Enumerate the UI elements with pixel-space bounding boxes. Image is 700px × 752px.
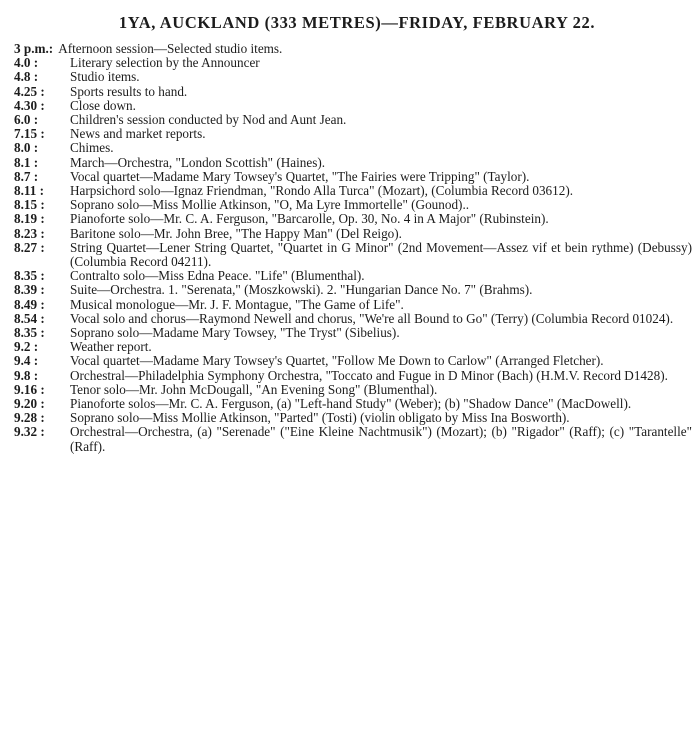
entry-description: Vocal solo and chorus—Raymond Newell and chorus, "We're all Bound to Go" (Terry) (Columbia Record 01024). [70, 310, 674, 326]
entry-description: Sports results to hand. [70, 83, 188, 99]
entry-time: 7.15 : [14, 126, 45, 142]
entry-description: Soprano solo—Madame Mary Towsey, "The Tryst" (Sibelius). [70, 325, 400, 341]
programme-entry [14, 113, 692, 127]
programme-entry [14, 354, 692, 368]
programme-entry [14, 127, 692, 141]
programme-entry [14, 312, 692, 326]
entry-description: Weather report. [70, 339, 152, 355]
entry-description: Musical monologue—Mr. J. F. Montague, "The Game of Life". [70, 296, 404, 312]
entry-time: 9.28 : [14, 410, 45, 426]
entry-time: 9.2 : [14, 339, 39, 355]
entry-description: Baritone solo—Mr. John Bree, "The Happy Man" (Del Reigo). [70, 225, 402, 241]
entry-description: March—Orchestra, "London Scottish" (Haines). [70, 154, 326, 170]
entry-time: 8.19 : [14, 211, 45, 227]
programme-entry [14, 227, 692, 241]
programme-entry [14, 184, 692, 198]
entry-time: 8.35 : [14, 268, 45, 284]
entry-description: Pianoforte solos—Mr. C. A. Ferguson, (a) "Left-hand Study" (Weber); (b) "Shadow Dance" (MacDowell). [70, 396, 632, 412]
entry-description: String Quartet—Lener String Quartet, "Quartet in G Minor" (2nd Movement—Assez vif et bein rythme) (Debussy) (Columbia Record 04211). [70, 239, 692, 270]
entry-description: Harpsichord solo—Ignaz Friendman, "Rondo Alla Turca" (Mozart), (Columbia Record 03612). [70, 183, 574, 199]
entry-description: Vocal quartet—Madame Mary Towsey's Quartet, "The Fairies were Tripping" (Taylor). [70, 168, 530, 184]
programme-entry [14, 283, 692, 297]
entry-time: 8.7 : [14, 168, 39, 184]
programme-entry [14, 85, 692, 99]
entry-time: 8.39 : [14, 282, 45, 298]
entry-description: Tenor solo—Mr. John McDougall, "An Evening Song" (Blumenthal). [70, 381, 438, 397]
entry-time: 8.1 : [14, 154, 39, 170]
entry-time: 4.30 : [14, 97, 45, 113]
programme-entry [14, 369, 692, 383]
programme-entry [14, 141, 692, 155]
entry-description: Close down. [70, 97, 136, 113]
programme-entry [14, 298, 692, 312]
programme-entry [14, 326, 692, 340]
entry-time: 9.20 : [14, 396, 45, 412]
entry-time: 6.0 : [14, 112, 39, 128]
entry-description: Orchestral—Philadelphia Symphony Orchestra, "Toccato and Fugue in D Minor (Bach) (H.M.V. Record D1428). [70, 367, 668, 383]
entry-time: 9.16 : [14, 381, 45, 397]
programme-entry [14, 241, 692, 269]
entry-time: 9.32 : [14, 424, 45, 440]
entry-time: 8.49 : [14, 296, 45, 312]
entry-description: Soprano solo—Miss Mollie Atkinson, "Parted" (Tosti) (violin obligato by Miss Ina Bosworth). [70, 410, 570, 426]
programme-entry [14, 397, 692, 411]
entry-description: Suite—Orchestra. 1. "Serenata," (Moszkowski). 2. "Hungarian Dance No. 7" (Brahms). [70, 282, 533, 298]
entry-description: Contralto solo—Miss Edna Peace. "Life" (Blumenthal). [70, 268, 365, 284]
entry-time: 4.8 : [14, 69, 39, 85]
entry-time: 8.23 : [14, 225, 45, 241]
entry-time: 8.35 : [14, 325, 45, 341]
programme-entry [14, 212, 692, 226]
programme-entry [14, 383, 692, 397]
entry-time: 3 p.m.: [14, 41, 54, 56]
entry-description: Pianoforte solo—Mr. C. A. Ferguson, "Barcarolle, Op. 30, No. 4 in A Major" (Rubinstein). [70, 211, 549, 227]
entry-time: 9.8 : [14, 367, 39, 383]
programme-entry [14, 411, 692, 425]
entry-time: 8.0 : [14, 140, 39, 156]
entry-description: Afternoon session—Selected studio items. [58, 41, 283, 56]
page-heading: 1YA, AUCKLAND (333 METRES)—FRIDAY, FEBRUARY 22. [118, 13, 596, 32]
programme-entry [14, 156, 692, 170]
programme-entry [14, 269, 692, 283]
programme-entry [14, 425, 692, 453]
programme-entry [14, 99, 692, 113]
programme-list [14, 42, 692, 454]
programme-entry [14, 42, 692, 56]
entry-time: 9.4 : [14, 353, 39, 369]
entry-description: Soprano solo—Miss Mollie Atkinson, "O, Ma Lyre Immortelle" (Gounod).. [70, 197, 470, 213]
entry-description: Children's session conducted by Nod and Aunt Jean. [70, 112, 347, 128]
entry-description: Chimes. [70, 140, 114, 156]
entry-description: News and market reports. [70, 126, 206, 142]
entry-description: Vocal quartet—Madame Mary Towsey's Quartet, "Follow Me Down to Carlow" (Arranged Fletcher). [70, 353, 604, 369]
entry-time: 8.27 : [14, 239, 45, 255]
entry-time: 8.54 : [14, 310, 45, 326]
entry-time: 4.25 : [14, 83, 45, 99]
entry-description: Studio items. [70, 69, 140, 85]
programme-entry [14, 198, 692, 212]
entry-time: 8.15 : [14, 197, 45, 213]
entry-time: 8.11 : [14, 183, 45, 199]
programme-entry [14, 340, 692, 354]
programme-entry [14, 170, 692, 184]
entry-time: 4.0 : [14, 55, 39, 71]
entry-description: Literary selection by the Announcer [70, 55, 260, 71]
programme-entry [14, 70, 692, 84]
programme-entry [14, 56, 692, 70]
entry-description: Orchestral—Orchestra, (a) "Serenade" ("Eine Kleine Nachtmusik") (Mozart); (b) "Rigador" (Raff); (c) "Tarantelle" (Raff). [70, 424, 692, 454]
